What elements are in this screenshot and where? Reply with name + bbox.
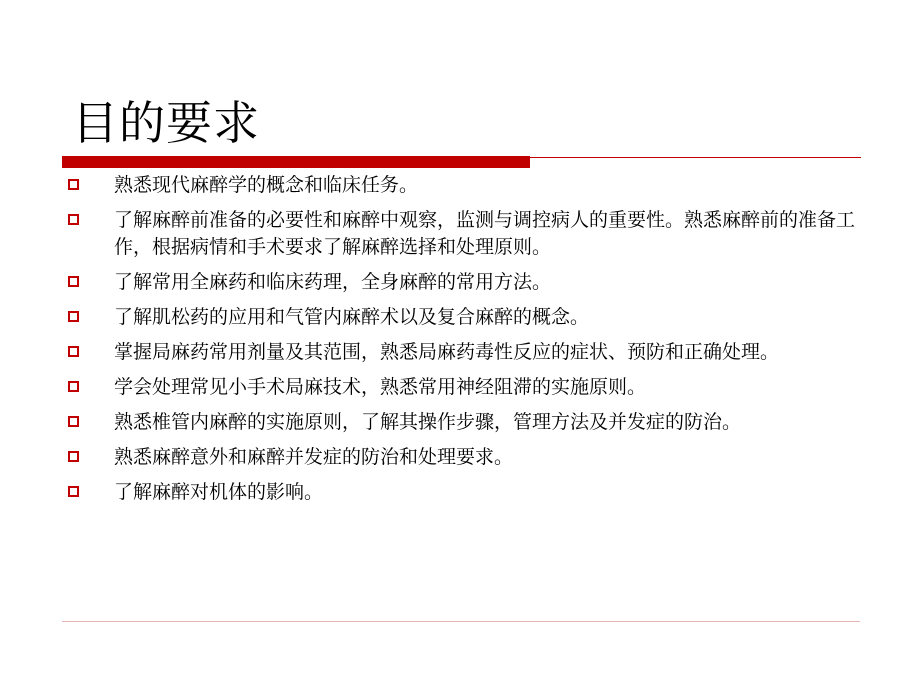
hollow-square-bullet-icon	[68, 346, 79, 357]
hollow-square-bullet-icon	[68, 486, 79, 497]
hollow-square-bullet-icon	[68, 179, 79, 190]
list-item-text: 熟悉椎管内麻醉的实施原则，了解其操作步骤，管理方法及并发症的防治。	[114, 411, 742, 433]
hollow-square-bullet-icon	[68, 451, 79, 462]
hollow-square-bullet-icon	[68, 276, 79, 287]
objectives-list	[68, 172, 868, 514]
hollow-square-bullet-icon	[68, 416, 79, 427]
hollow-square-bullet-icon	[68, 214, 79, 225]
list-item-text: 熟悉麻醉意外和麻醉并发症的防治和处理要求。	[114, 446, 514, 468]
title-underline-thin	[530, 157, 861, 158]
list-item-text: 掌握局麻药常用剂量及其范围，熟悉局麻药毒性反应的症状、预防和正确处理。	[114, 341, 780, 363]
list-item-text: 了解麻醉前准备的必要性和麻醉中观察，监测与调控病人的重要性。熟悉麻醉前的准备工作，根据病情和手术要求了解麻醉选择和处理原则。	[114, 209, 856, 258]
list-item	[68, 479, 868, 506]
slide-title: 目的要求	[72, 96, 260, 150]
footer-divider	[62, 621, 860, 622]
list-item-text: 了解常用全麻药和临床药理，全身麻醉的常用方法。	[114, 271, 552, 293]
hollow-square-bullet-icon	[68, 311, 79, 322]
title-underline-thick	[62, 156, 530, 168]
list-item-text: 了解麻醉对机体的影响。	[114, 481, 324, 503]
list-item	[68, 304, 868, 331]
list-item	[68, 269, 868, 296]
list-item-text: 了解肌松药的应用和气管内麻醉术以及复合麻醉的概念。	[114, 306, 590, 328]
list-item	[68, 207, 868, 261]
list-item-text: 学会处理常见小手术局麻技术，熟悉常用神经阻滞的实施原则。	[114, 376, 647, 398]
list-item	[68, 409, 868, 436]
list-item	[68, 339, 868, 366]
hollow-square-bullet-icon	[68, 381, 79, 392]
list-item	[68, 374, 868, 401]
list-item	[68, 444, 868, 471]
list-item-text: 熟悉现代麻醉学的概念和临床任务。	[114, 174, 419, 196]
list-item	[68, 172, 868, 199]
